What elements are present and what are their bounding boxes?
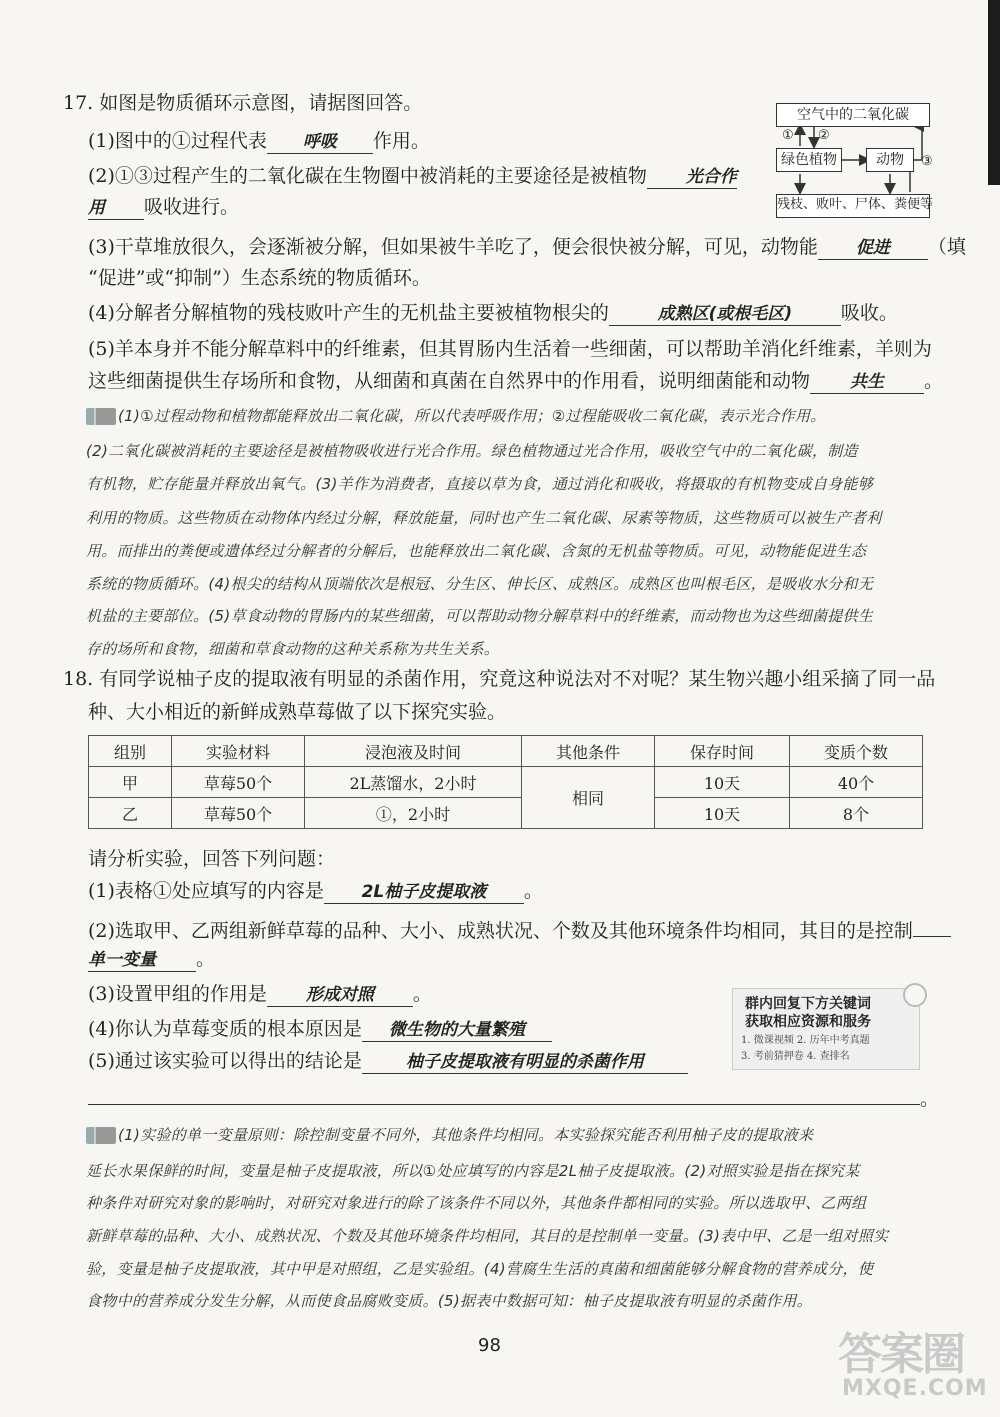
diagram-plant-box: 绿色植物 xyxy=(776,148,842,172)
q17-answer-2a[interactable]: 光合作 xyxy=(647,167,737,189)
q17-part3: (3)干草堆放很久，会逐渐被分解，但如果被牛羊吃了，便会很快被分解，可见，动物能 促进 （填 xyxy=(88,236,966,260)
q18-part5-cont: 。 xyxy=(88,1088,939,1112)
analysis-tag-icon xyxy=(86,408,116,425)
analysis-18-line-6: 食物中的营养成分发生分解，从而使食品腐败变质。(5)据表中数据可知：柚子皮提取液有明显的杀菌作用。 xyxy=(86,1292,812,1310)
diagram-animal-box: 动物 xyxy=(866,148,914,172)
q17-answer-5[interactable]: 共生 xyxy=(810,372,924,394)
promo-line-3: 1. 微课视频 2. 历年中考真题 xyxy=(741,1035,870,1046)
table-cell: 草莓50个 xyxy=(172,767,305,798)
table-cell: 10天 xyxy=(655,798,790,829)
q18-prompt: 请分析实验，回答下列问题： xyxy=(88,848,336,870)
table-cell: 8个 xyxy=(790,798,923,829)
experiment-table xyxy=(88,735,923,829)
analysis-17-line-1: (1)①过程动物和植物都能释放出二氧化碳，所以代表呼吸作用；②过程能吸收二氧化碳，表示光合作用。 xyxy=(86,405,826,426)
analysis-18-line-3: 种条件对研究对象的影响时，对研究对象进行的除了该条件不同以外，其他条件都相同的实验。所以选取甲、乙两组 xyxy=(86,1194,867,1212)
q18-stem-line-1: 18. 有同学说柚子皮的提取液有明显的杀菌作用，究竟这种说法对不对呢？某生物兴趣小组采摘了同一品 xyxy=(63,668,936,690)
q17-part2-cont: 用 吸收进行。 xyxy=(88,196,239,220)
q17-part5: (5)羊本身并不能分解草料中的纤维素，但其胃肠内生活着一些细菌，可以帮助羊消化纤维素，羊则为 xyxy=(88,338,932,360)
table-cell-merged: 相同 xyxy=(522,767,655,829)
analysis-18-line-5: 验，变量是柚子皮提取液，其中甲是对照组，乙是实验组。(4)营腐生生活的真菌和细菌能够分解食物的营养成分，使 xyxy=(86,1260,874,1278)
q17-answer-2b[interactable]: 用 xyxy=(88,198,144,220)
q18-part5: (5)通过该实验可以得出的结论是 柚子皮提取液有明显的杀菌作用 xyxy=(88,1050,688,1074)
q18-answer-5[interactable]: 柚子皮提取液有明显的杀菌作用 xyxy=(362,1052,688,1074)
analysis-tag-icon xyxy=(86,1127,116,1144)
diagram-label-1: ① xyxy=(782,128,794,143)
analysis-17-line-5: 用。而排出的粪便或遗体经过分解者的分解后，也能释放出二氧化碳、含氮的无机盐等物质。可见，动物能促进生态 xyxy=(86,542,867,560)
watermark-logo-text: 答案圈 xyxy=(838,1329,964,1380)
table-row xyxy=(89,767,923,798)
analysis-17-line-2: (2)二氧化碳被消耗的主要途径是被植物吸收进行光合作用。绿色植物通过光合作用，吸收空气中的二氧化碳，制造 xyxy=(86,442,858,460)
table-cell: 乙 xyxy=(89,798,172,829)
table-cell: ①，2小时 xyxy=(305,798,522,829)
q18-part2-cont: 单一变量 。 xyxy=(88,948,215,972)
analysis-18-line-4: 新鲜草莓的品种、大小、成熟状况、个数及其他环境条件均相同，其目的是控制单一变量。(3)表中甲、乙是一组对照实 xyxy=(86,1227,889,1245)
promo-line-1: 群内回复下方关键词 xyxy=(745,996,871,1012)
diagram-air-co2-box: 空气中的二氧化碳 xyxy=(776,103,930,127)
table-cell: 草莓50个 xyxy=(172,798,305,829)
q18-answer-2[interactable]: 单一变量 xyxy=(88,950,196,972)
q18-answer-4[interactable]: 微生物的大量繁殖 xyxy=(362,1020,552,1042)
q17-part5-cont: 这些细菌提供生存场所和食物，从细菌和真菌在自然界中的作用看，说明细菌能和动物 共生 。 xyxy=(88,370,943,394)
table-header-row xyxy=(89,736,923,767)
promo-line-4: 3. 考前猜押卷 4. 查排名 xyxy=(741,1051,850,1062)
q17-part4: (4)分解者分解植物的残枝败叶产生的无机盐主要被植物根尖的 成熟区(或根毛区) 吸收。 xyxy=(88,302,898,326)
promo-circle-icon xyxy=(903,983,927,1007)
analysis-17-line-8: 存的场所和食物，细菌和草食动物的这种关系称为共生关系。 xyxy=(86,640,500,658)
table-header-cell: 浸泡液及时间 xyxy=(305,736,522,767)
q18-part2: (2)选取甲、乙两组新鲜草莓的品种、大小、成熟状况、个数及其他环境条件均相同，其目的是控制 xyxy=(88,918,951,944)
q18-answer-3[interactable]: 形成对照 xyxy=(267,985,413,1007)
q17-answer-3[interactable]: 促进 xyxy=(818,238,928,260)
q17-answer-1[interactable]: 呼吸 xyxy=(267,132,373,154)
table-cell: 40个 xyxy=(790,767,923,798)
q17-stem: 17. 如图是物质循环示意图，请据图回答。 xyxy=(63,92,423,114)
analysis-17-line-6: 系统的物质循环。(4)根尖的结构从顶端依次是根冠、分生区、伸长区、成熟区。成熟区也叫根毛区，是吸收水分和无 xyxy=(86,575,874,593)
q17-part3-cont: “促进”或“抑制”）生态系统的物质循环。 xyxy=(88,267,431,289)
analysis-17-line-3: 有机物，贮存能量并释放出氧气。(3)羊作为消费者，直接以草为食，通过消化和吸收，将摄取的有机物变成自身能够 xyxy=(86,475,874,493)
promo-line-2: 获取相应资源和服务 xyxy=(745,1014,871,1030)
q18-blank-5[interactable] xyxy=(88,1092,920,1105)
q18-stem-line-2: 种、大小相近的新鲜成熟草莓做了以下探究实验。 xyxy=(88,701,507,723)
analysis-17-line-7: 机盐的主要部位。(5)草食动物的胃肠内的某些细菌，可以帮助动物分解草料中的纤维素，而动物也为这些细菌提供生 xyxy=(86,607,874,625)
page-number: 98 xyxy=(478,1335,501,1356)
q18-part3: (3)设置甲组的作用是 形成对照 。 xyxy=(88,983,432,1007)
table-cell: 2L蒸馏水，2小时 xyxy=(305,767,522,798)
analysis-18-line-2: 延长水果保鲜的时间，变量是柚子皮提取液，所以①处应填写的内容是2L柚子皮提取液。(2)对照实验是指在探究某 xyxy=(86,1162,860,1180)
table-header-cell: 保存时间 xyxy=(655,736,790,767)
table-row xyxy=(89,798,923,829)
table-header-cell: 其他条件 xyxy=(522,736,655,767)
q18-part1: (1)表格①处应填写的内容是 2L柚子皮提取液 。 xyxy=(88,880,543,904)
diagram-label-2: ② xyxy=(818,128,830,143)
watermark-url: MXQE.COM xyxy=(842,1376,988,1401)
diagram-decomposer-box: 残枝、败叶、尸体、粪便等 xyxy=(776,194,930,218)
q18-blank-2[interactable] xyxy=(913,918,951,937)
q17-answer-4[interactable]: 成熟区(或根毛区) xyxy=(609,304,841,326)
table-cell: 甲 xyxy=(89,767,172,798)
page-edge-bar xyxy=(988,0,1000,185)
diagram-label-3: ③ xyxy=(921,154,933,169)
q18-part4: (4)你认为草莓变质的根本原因是 微生物的大量繁殖 xyxy=(88,1018,552,1042)
q17-part2: (2)①③过程产生的二氧化碳在生物圈中被消耗的主要途径是被植物 光合作 xyxy=(88,165,737,189)
q17-part1: (1)图中的①过程代表 呼吸 作用。 xyxy=(88,130,430,154)
table-header-cell: 变质个数 xyxy=(790,736,923,767)
q18-answer-1[interactable]: 2L柚子皮提取液 xyxy=(324,882,524,904)
promo-box xyxy=(732,988,920,1070)
table-header-cell: 组别 xyxy=(89,736,172,767)
analysis-17-line-4: 利用的物质。这些物质在动物体内经过分解，释放能量，同时也产生二氧化碳、尿素等物质，这些物质可以被生产者利 xyxy=(86,509,882,527)
table-cell: 10天 xyxy=(655,767,790,798)
table-header-cell: 实验材料 xyxy=(172,736,305,767)
analysis-18-line-1: (1)实验的单一变量原则：除控制变量不同外，其他条件均相同。本实验探究能否利用柚子皮的提取液来 xyxy=(86,1124,813,1145)
